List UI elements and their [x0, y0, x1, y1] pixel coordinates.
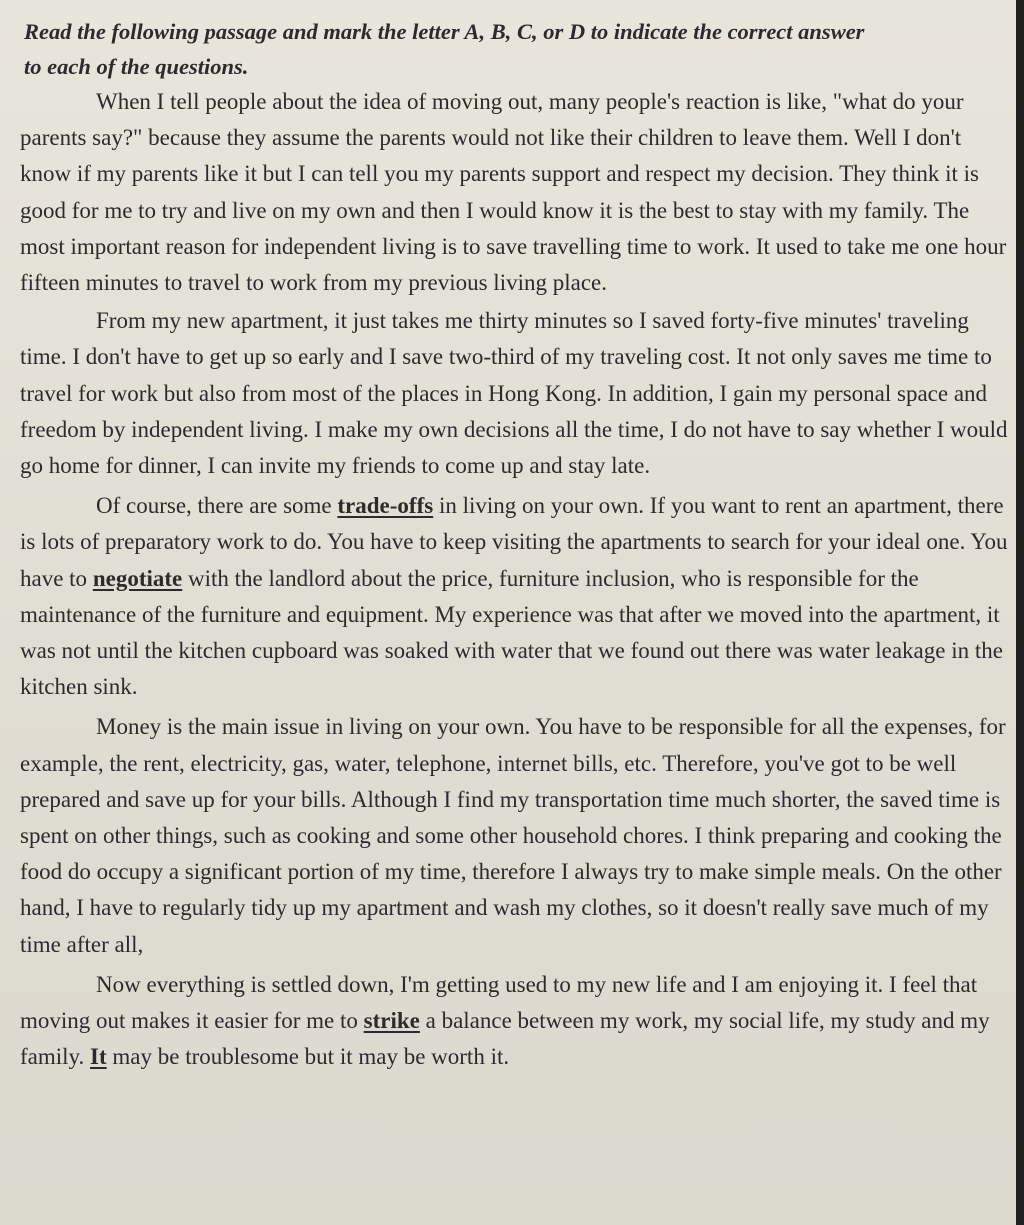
paragraph-3-text-c: with the landlord about the price, furniture inclusion, who is responsible for the maintenance of the furniture and equipment. My experience was that after we moved into the apartment, it was not until the kitchen cupboard was soaked with water that we found out there was water leakage in the kitchen sink.	[20, 565, 1003, 700]
paragraph-5-text-b: a balance between my work, my social life, my study and my family.	[20, 1008, 990, 1070]
paragraph-1: When I tell people about the idea of moving out, many people's reaction is like, "what do your parents say?" because they assume the parents would not like their children to leave them. Well I don't know if my parents like it but I can tell you my parents support and respect my decision. They think it is good for me to try and live on my own and then I would know it is the best to stay with my family. The most important reason for independent living is to save travelling time to work. It used to take me one hour fifteen minutes to travel to work from my previous living place.	[20, 89, 1007, 296]
paragraph-2: From my new apartment, it just takes me thirty minutes so I saved forty-five minutes' traveling time. I don't have to get up so early and I save two-third of my traveling cost. It not only saves me time to travel for work but also from most of the places in Hong Kong. In addition, I gain my personal space and freedom by independent living. I make my own decisions all the time, I do not have to say whether I would go home for dinner, I can invite my friends to come up and stay late.	[20, 308, 1008, 479]
paragraph-5	[20, 967, 1014, 1076]
paragraph-3-text-a: Of course, there are some	[96, 493, 338, 519]
page-edge-shadow	[1016, 0, 1024, 1225]
keyword-negotiate: negotiate	[92, 565, 183, 591]
keyword-it: It	[90, 1044, 107, 1070]
keyword-strike: strike	[363, 1008, 420, 1034]
paragraph-4: Money is the main issue in living on your own. You have to be responsible for all the expenses, for example, the rent, electricity, gas, water, telephone, internet bills, etc. Therefore, you've got to be well prepared and save up for your bills. Although I find my transportation time much shorter, the saved time is spent on other things, such as cooking and some other household chores. I think preparing and cooking the food do occupy a significant portion of my time, therefore I always try to make simple meals. On the other hand, I have to regularly tidy up my apartment and wash my clothes, so it doesn't really save much of my time after all,	[20, 714, 1006, 957]
keyword-trade-offs: trade-offs	[337, 493, 434, 519]
paragraph-5-text-a: Now everything is settled down, I'm getting used to my new life and I am enjoying it. I feel that moving out makes it easier for me to	[20, 971, 978, 1034]
paragraph-3-text-b: in living on your own. If you want to rent an apartment, there is lots of preparatory work to do. You have to keep visiting the apartments to search for your ideal one. You have to	[20, 493, 1008, 591]
paragraph-5-text-c: may be troublesome but it may be worth it.	[106, 1044, 510, 1070]
instruction-line-2: to each of the questions.	[24, 54, 249, 79]
instruction-line-1: Read the following passage and mark the letter A, B, C, or D to indicate the correct answer	[24, 19, 865, 44]
paragraph-3	[20, 488, 1014, 705]
instruction	[24, 14, 1014, 84]
